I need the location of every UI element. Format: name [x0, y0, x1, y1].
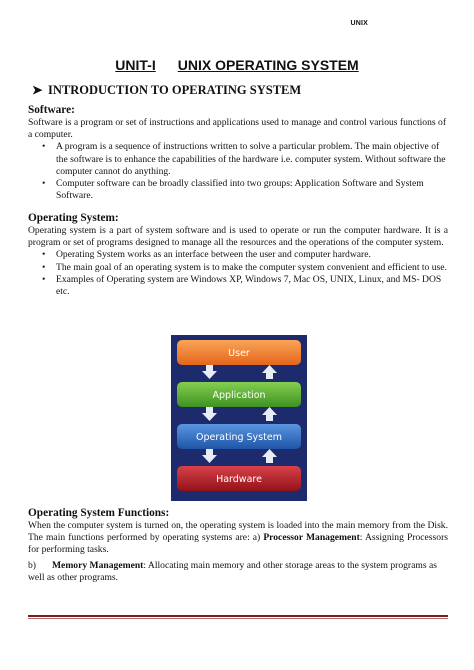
os-heading: Operating System:	[28, 212, 119, 224]
os-definition: Operating system is a part of system software and is used to operate or run the computer hardware. It is a program or set of programs designed to manage all the resources and the operations of the computer system.	[28, 225, 448, 249]
unit-number: UNIT-I	[115, 57, 156, 73]
list-item: • The main goal of an operating system is to make the computer system convenient and efficient to use.	[28, 262, 448, 274]
processor-management-title: Processor Management	[263, 532, 360, 544]
memory-management-title: Memory Management	[52, 559, 144, 571]
footer-divider-thin	[28, 618, 448, 619]
os-bullets	[28, 249, 448, 298]
os-layer-diagram	[171, 335, 307, 501]
list-item: • A program is a sequence of instructions written to solve a particular problem. The main objective of the software is to enhance the capabilities of the hardware i.e. computer system. Without software the computer cannot do anything.	[28, 141, 448, 178]
down-arrow-icon	[202, 449, 217, 463]
software-heading: Software:	[28, 104, 75, 116]
functions-intro: When the computer system is turned on, the operating system is loaded into the main memory from the Disk. The main functions performed by operating systems are: a)	[28, 520, 448, 544]
layer-label: Application	[212, 390, 266, 401]
up-arrow-icon	[262, 449, 277, 463]
os-section	[28, 211, 448, 298]
up-arrow-icon	[262, 407, 277, 421]
processor-management-text: : Assigning Processors for performing tasks.	[28, 532, 448, 556]
os-functions-heading: Operating System Functions:	[28, 507, 170, 519]
up-arrow-icon	[262, 365, 277, 379]
down-arrow-icon	[202, 365, 217, 379]
software-definition: Software is a program or set of instructions and applications used to manage and control various functions of a computer.	[28, 117, 447, 141]
intro-heading-text: INTRODUCTION TO OPERATING SYSTEM	[48, 83, 302, 97]
layer-label: Hardware	[216, 474, 262, 485]
item-b-marker: b)	[28, 559, 36, 571]
list-item: • Computer software can be broadly classified into two groups: Application Software and System Software.	[28, 178, 448, 202]
down-arrow-icon	[202, 407, 217, 421]
memory-management-item	[28, 560, 448, 584]
intro-heading	[32, 82, 301, 98]
list-item: • Operating System works as an interface between the user and computer hardware.	[28, 249, 448, 261]
layer-label: User	[228, 348, 250, 359]
software-bullets	[28, 141, 448, 202]
unit-name: UNIX OPERATING SYSTEM	[177, 57, 359, 73]
unit-title	[0, 57, 474, 73]
footer-divider	[28, 615, 448, 617]
memory-management-text: : Allocating main memory and other storage areas to the system programs as well as other programs.	[28, 559, 437, 583]
software-section	[28, 103, 448, 202]
arrow-bullet-icon: ➤	[32, 83, 43, 97]
os-functions-text	[28, 520, 448, 557]
list-item: • Examples of Operating system are Windows XP, Windows 7, Mac OS, UNIX, Linux, and MS- DOS etc.	[28, 274, 448, 298]
page-header: UNIX	[350, 20, 368, 27]
os-functions-section	[28, 506, 448, 584]
layer-label: Operating System	[196, 432, 282, 443]
